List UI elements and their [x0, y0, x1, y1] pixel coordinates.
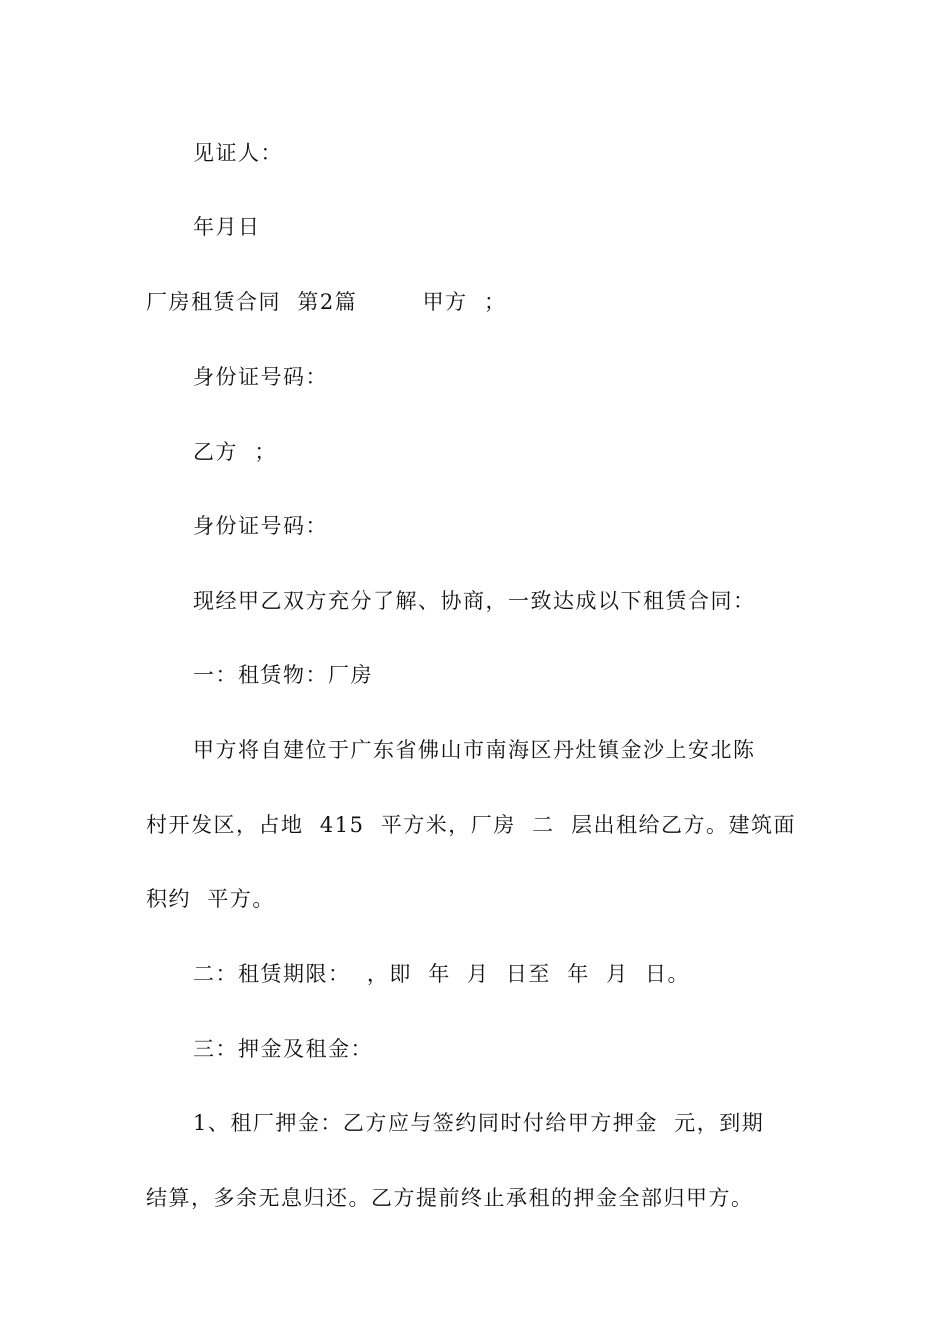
date-line: 年月日: [193, 215, 261, 239]
section-1-text-line-1: 甲方将自建位于广东省佛山市南海区丹灶镇金沙上安北陈: [193, 738, 756, 762]
party-b-id-line: 身份证号码：: [193, 514, 328, 538]
deposit-clause-line-2: 结算，多余无息归还。乙方提前终止承租的押金全部归甲方。: [146, 1186, 754, 1210]
party-b-line: 乙方 ；: [193, 440, 277, 464]
contract-title-party-a: 厂房租赁合同 第2篇 甲方 ；: [146, 290, 507, 314]
party-a-id-line: 身份证号码：: [193, 365, 328, 389]
section-1-heading: 一：租赁物：厂房: [193, 663, 373, 687]
agreement-intro: 现经甲乙双方充分了解、协商，一致达成以下租赁合同：: [193, 589, 756, 613]
witness-line: 见证人：: [193, 141, 283, 165]
deposit-clause-line-1: 1、租厂押金：乙方应与签约同时付给甲方押金 元，到期: [193, 1111, 765, 1135]
section-3-heading: 三：押金及租金：: [193, 1037, 373, 1061]
section-2-heading: 二：租赁期限： ，即 年 月 日至 年 月 日。: [193, 962, 690, 986]
section-1-text-line-2: 村开发区，占地 415 平方米，厂房 二 层出租给乙方。建筑面: [146, 813, 796, 837]
section-1-text-line-3: 积约 平方。: [146, 887, 275, 911]
